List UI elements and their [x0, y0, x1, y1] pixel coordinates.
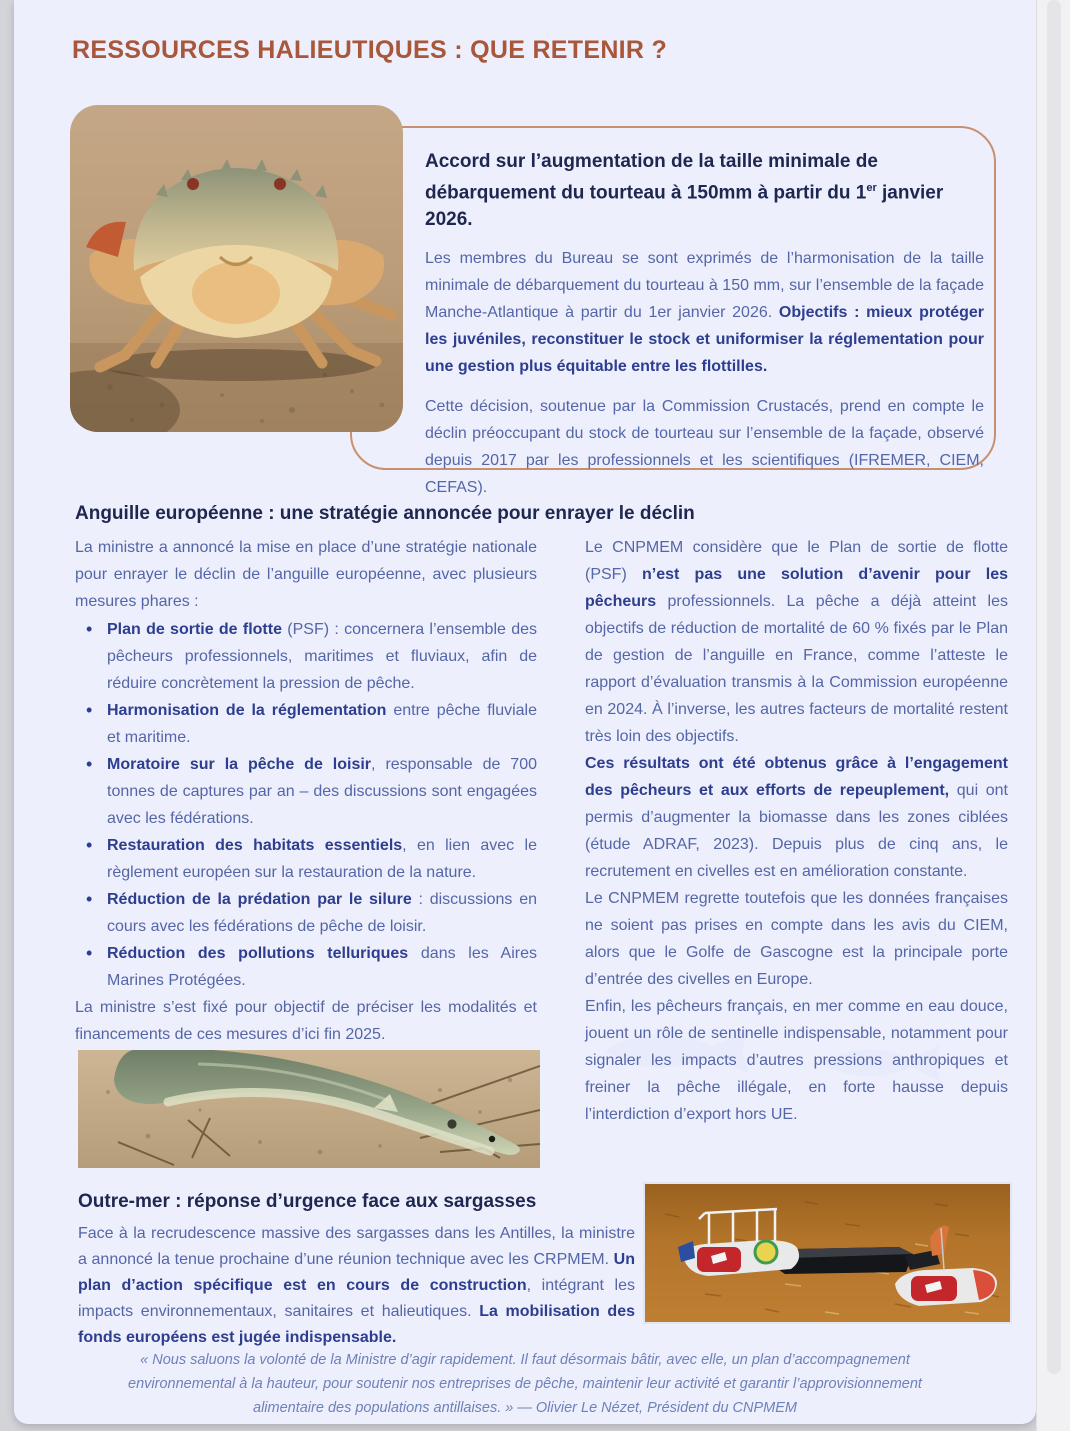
- callout-p1-regular: Les membres du Bureau se sont exprimés de l’harmonisation de la taille minimale de débarquement du tourteau à 150 mm, sur l’ensemble de la façade Manche-Atlantique à partir du 1er janvier 2026.: [425, 250, 984, 322]
- bullet-lead: Restauration des habitats essentiels: [107, 837, 403, 854]
- cnpmem-paragraph-2: [585, 750, 1008, 885]
- scrollbar-track[interactable]: [1036, 0, 1070, 1431]
- document-page: [14, 0, 1036, 1424]
- bullet-rest: : discussions en cours avec les fédérations de pêche de loisir.: [107, 891, 537, 935]
- om-bold-1: Un plan d’action spécifique est en cours de construction: [78, 1251, 635, 1294]
- list-item: [75, 751, 537, 832]
- bullet-lead: Harmonisation de la réglementation: [107, 702, 387, 719]
- cnpmem-paragraph-4: Enfin, les pêcheurs français, en mer comme en eau douce, jouent un rôle de sentinelle indispensable, notamment pour signaler les impacts d’autres pressions anthropiques et freiner la pêche illégale, en forte hausse depuis l’interdiction d’export hors UE.: [585, 998, 1008, 1123]
- anguille-closing: La ministre s’est fixé pour objectif de préciser les modalités et financements de ces mesures d’ici fin 2025.: [75, 999, 537, 1043]
- sargassum-boats-photo: [643, 1182, 1012, 1324]
- p1-regular-end: professionnels. La pêche a déjà atteint les objectifs de réduction de mortalité de 60 % fixés par le Plan de gestion de l’anguille en France, comme l’atteste le rapport d’évaluation transmis à la Commission européenne en 2024. À l’inverse, les autres facteurs de mortalité restent très loin des objectifs.: [585, 593, 1008, 745]
- bullet-rest: entre pêche fluviale et maritime.: [107, 702, 537, 746]
- list-item: [75, 616, 537, 697]
- callout-p1-bold: Objectifs : mieux protéger les juvéniles, reconstituer le stock et uniformiser la réglementation pour une gestion plus équitable entre les flottilles.: [425, 304, 984, 376]
- p1-regular: Le CNPMEM considère que le Plan de sortie de flotte (PSF): [585, 539, 1008, 583]
- crab-illustration: [70, 105, 403, 432]
- callout-heading-superscript: er: [866, 182, 877, 194]
- callout-heading-end: janvier 2026.: [425, 182, 944, 231]
- bullet-rest: (PSF) : concernera l’ensemble des pêcheurs professionnels, maritimes et fluviaux, afin de réduire concrètement la pression de pêche.: [107, 621, 537, 692]
- bullet-rest: dans les Aires Marines Protégées.: [107, 945, 537, 989]
- p2-bold: Ces résultats ont été obtenus grâce à l’engagement des pêcheurs et aux efforts de repeuplement,: [585, 755, 1008, 799]
- eel-photo: [78, 1050, 540, 1168]
- list-item: [75, 697, 537, 751]
- om-regular-2: , intégrant les impacts environnementaux, sanitaires et halieutiques.: [78, 1277, 636, 1320]
- cnpmem-paragraph-1: [585, 534, 1008, 750]
- callout-heading: [425, 148, 984, 233]
- tourteau-callout-box: [350, 126, 996, 497]
- bullet-lead: Réduction des pollutions telluriques: [107, 945, 409, 962]
- crab-photo: [70, 105, 403, 432]
- bullet-rest: , en lien avec le règlement européen sur la restauration de la nature.: [107, 837, 537, 881]
- bullet-lead: Réduction de la prédation par le silure: [107, 891, 412, 908]
- list-item: [75, 832, 537, 886]
- outremer-section-heading: Outre-mer : réponse d’urgence face aux sargasses: [78, 1191, 537, 1212]
- callout-heading-text: Accord sur l’augmentation de la taille minimale de débarquement du tourteau à 150mm à partir du 1: [425, 151, 878, 204]
- anguille-left-column: [75, 534, 537, 1128]
- anguille-section-heading: Anguille européenne : une stratégie annoncée pour enrayer le déclin: [75, 503, 695, 524]
- quote-text: « Nous saluons la volonté de la Ministre d’agir rapidement. Il faut désormais bâtir, avec elle, un plan d’accompagnement environnemental à la hauteur, pour soutenir nos entreprises de pêche, maintenir leur activité et garantir l’approvisionnement alimentaire des populations antillaises. » — Olivier Le Nézet, Président du CNPMEM: [128, 1352, 922, 1416]
- anguille-two-columns: [75, 534, 1008, 1128]
- om-bold-2: La mobilisation des fonds européens est jugée indispensable.: [78, 1303, 635, 1346]
- anguille-intro: La ministre a annoncé la mise en place d’une stratégie nationale pour enrayer le déclin de l’anguille européenne, avec plusieurs mesures phares :: [75, 539, 537, 610]
- list-item: [75, 886, 537, 940]
- callout-paragraph-1: [425, 245, 984, 380]
- eel-illustration: [78, 1050, 540, 1168]
- bullet-rest: , responsable de 700 tonnes de captures par an – des discussions sont engagées avec les fédérations.: [107, 756, 538, 827]
- page-title: RESSOURCES HALIEUTIQUES : QUE RETENIR ?: [72, 36, 668, 64]
- sargassum-illustration: [645, 1184, 1010, 1322]
- callout-paragraph-2: Cette décision, soutenue par la Commission Crustacés, prend en compte le déclin préoccupant du stock de tourteau sur l’ensemble de la façade, observé depuis 2017 par les professionnels et les scientifiques (IFREMER, CIEM, CEFAS).: [425, 398, 984, 497]
- scrollbar-thumb[interactable]: [1047, 0, 1061, 1374]
- list-item: [75, 940, 537, 994]
- measures-list: [75, 616, 537, 994]
- outremer-paragraph: [78, 1221, 635, 1351]
- cnpmem-paragraph-3: Le CNPMEM regrette toutefois que les données françaises ne soient pas prises en compte dans les avis du CIEM, alors que le Golfe de Gascogne est la principale porte d’entrée des civelles en Europe.: [585, 890, 1008, 988]
- bullet-lead: Plan de sortie de flotte: [107, 621, 282, 638]
- p1-bold: n’est pas une solution d’avenir pour les pêcheurs: [585, 566, 1009, 610]
- anguille-right-column: [585, 534, 1008, 1128]
- om-regular-1: Face à la recrudescence massive des sargasses dans les Antilles, la ministre a annoncé la tenue prochaine d’une réunion technique avec les CRPMEM.: [78, 1225, 635, 1268]
- p2-regular: qui ont permis d’augmenter la biomasse dans les zones ciblées (étude ADRAF, 2023). Depuis plus de cinq ans, le recrutement en civelles est en amélioration constante.: [585, 782, 1009, 880]
- bullet-lead: Moratoire sur la pêche de loisir: [107, 756, 372, 773]
